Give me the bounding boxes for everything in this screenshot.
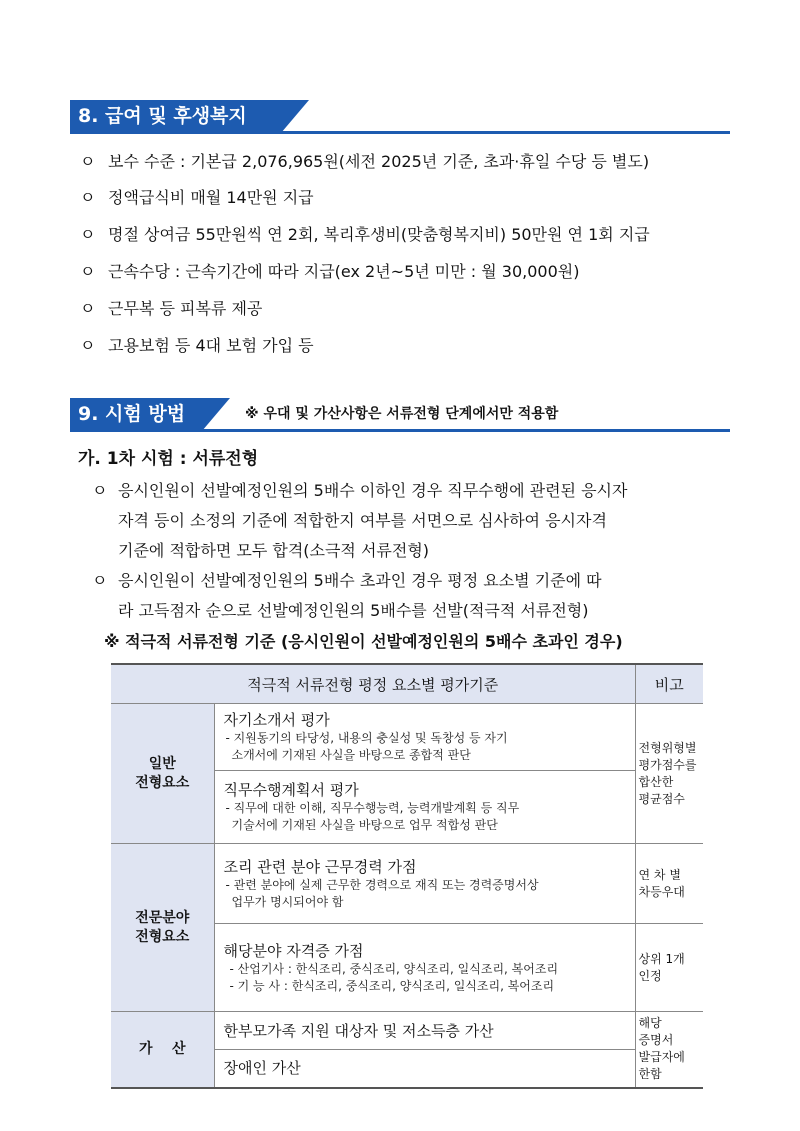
- section-8-title: 8. 급여 및 후생복지: [70, 100, 281, 133]
- table-row: [111, 844, 703, 924]
- item-certificate: [214, 924, 635, 1012]
- category-special-line2: 전형요소: [135, 928, 190, 945]
- sub-heading-document-screening: 가. 1차 시험 : 서류전형: [78, 449, 259, 469]
- item-single-parent-bonus: [214, 1012, 635, 1050]
- note-line: 연 차 별: [638, 867, 681, 882]
- bullet-marker: ㅇ: [80, 262, 96, 281]
- category-special-line1: 전문분야: [135, 909, 190, 926]
- note-line: 평균점수: [638, 791, 685, 806]
- item-title: 한부모가족 지원 대상자 및 저소득층 가산: [223, 1021, 494, 1040]
- note-experience: [635, 844, 703, 924]
- para1-line1: 응시인원이 선발예정인원의 5배수 이하인 경우 직무수행에 관련된 응시자: [118, 481, 628, 500]
- header-criteria: 적극적 서류전형 평정 요소별 평가기준: [111, 664, 635, 704]
- para1-line3: 기준에 적합하면 모두 합격(소극적 서류전형): [118, 541, 430, 560]
- item-work-experience: [214, 844, 635, 924]
- table-row: [111, 1012, 703, 1050]
- item-title: 조리 관련 분야 근무경력 가점: [223, 857, 417, 876]
- note-general: [635, 704, 703, 844]
- item-desc: - 산업기사 : 한식조리, 중식조리, 양식조리, 일식조리, 복어조리: [229, 961, 559, 976]
- note-line: 합산한: [638, 774, 674, 789]
- note-line: 평가점수를: [638, 757, 697, 772]
- note-line: 해당: [638, 1016, 662, 1031]
- item-desc: - 지원동기의 타당성, 내용의 충실성 및 독창성 등 자기: [225, 731, 508, 745]
- header-note: 비고: [635, 664, 703, 704]
- table-row: [111, 704, 703, 771]
- section-8-header: [70, 100, 730, 136]
- item-desc: - 직무에 대한 이해, 직무수행능력, 능력개발계획 등 직무: [225, 801, 520, 815]
- item-job-plan: [214, 771, 635, 844]
- bullet-marker: ㅇ: [92, 571, 108, 590]
- category-general-line1: 일반: [148, 755, 176, 772]
- bonus-item: 명절 상여금 55만원씩 연 2회, 복리후생비(맞춤형복지비) 50만원 연 1회 지급: [108, 225, 650, 244]
- uniform-item: 근무복 등 피복류 제공: [108, 299, 263, 318]
- item-desc: - 기 능 사 : 한식조리, 중식조리, 양식조리, 일식조리, 복어조리: [229, 978, 555, 993]
- bullet-marker: ㅇ: [80, 188, 96, 207]
- bullet-marker: ㅇ: [80, 336, 96, 355]
- para2-line1: 응시인원이 선발예정인원의 5배수 초과인 경우 평정 요소별 기준에 따: [118, 571, 602, 590]
- long-service-item: 근속수당 : 근속기간에 따라 지급(ex 2년~5년 미만 : 월 30,000원): [108, 262, 580, 281]
- note-line: 차등우대: [638, 884, 685, 899]
- note-line: 증명서: [638, 1033, 674, 1048]
- insurance-item: 고용보험 등 4대 보험 가입 등: [108, 336, 314, 355]
- bullet-marker: ㅇ: [92, 481, 108, 500]
- section-8-rule: [70, 131, 730, 134]
- item-desc: 기술서에 기재된 사실을 바탕으로 업무 적합성 판단: [231, 818, 498, 832]
- criteria-table: [111, 663, 703, 1089]
- item-disability-bonus: [214, 1050, 635, 1088]
- note-bonus: [635, 1012, 703, 1088]
- bullet-marker: ㅇ: [80, 225, 96, 244]
- para1-line2: 자격 등이 소정의 기준에 적합한지 여부를 서면으로 심사하여 응시자격: [118, 511, 607, 530]
- item-self-introduction: [214, 704, 635, 771]
- category-special: [111, 844, 214, 1012]
- category-general-line2: 전형요소: [135, 774, 190, 791]
- bullet-marker: ㅇ: [80, 152, 96, 171]
- section-9-rule: [70, 429, 730, 432]
- item-title: 직무수행계획서 평가: [223, 781, 359, 799]
- note-line: 인정: [638, 968, 662, 983]
- item-desc: 업무가 명시되어야 함: [231, 894, 344, 909]
- category-bonus: 가 산: [111, 1012, 214, 1088]
- note-line: 상위 1개: [638, 951, 685, 966]
- item-title: 장애인 가산: [223, 1059, 301, 1078]
- note-line: 전형위형별: [638, 740, 697, 755]
- section-9-title: 9. 시험 방법: [70, 398, 202, 431]
- para2-line2: 라 고득점자 순으로 선발예정인원의 5배수를 선발(적극적 서류전형): [118, 601, 589, 620]
- section-9-header: [70, 398, 730, 434]
- note-line: 발급자에: [638, 1050, 685, 1065]
- item-desc: 소개서에 기재된 사실을 바탕으로 종합적 판단: [231, 748, 471, 762]
- bullet-marker: ㅇ: [80, 299, 96, 318]
- note-certificate: [635, 924, 703, 1012]
- note-line: 한함: [638, 1067, 662, 1082]
- table-header-row: [111, 664, 703, 704]
- item-title: 해당분야 자격증 가점: [223, 941, 364, 960]
- section-9-note: ※ 우대 및 가산사항은 서류전형 단계에서만 적용함: [245, 406, 559, 422]
- meal-allowance-item: 정액급식비 매월 14만원 지급: [108, 188, 314, 207]
- item-title: 자기소개서 평가: [223, 711, 330, 729]
- criteria-note: ※ 적극적 서류전형 기준 (응시인원이 선발예정인원의 5배수 초과인 경우): [104, 632, 623, 651]
- item-desc: - 관련 분야에 실제 근무한 경력으로 재직 또는 경력증명서상: [225, 877, 539, 892]
- category-general: [111, 704, 214, 844]
- salary-item: 보수 수준 : 기본급 2,076,965원(세전 2025년 기준, 초과·휴일 수당 등 별도): [108, 152, 650, 171]
